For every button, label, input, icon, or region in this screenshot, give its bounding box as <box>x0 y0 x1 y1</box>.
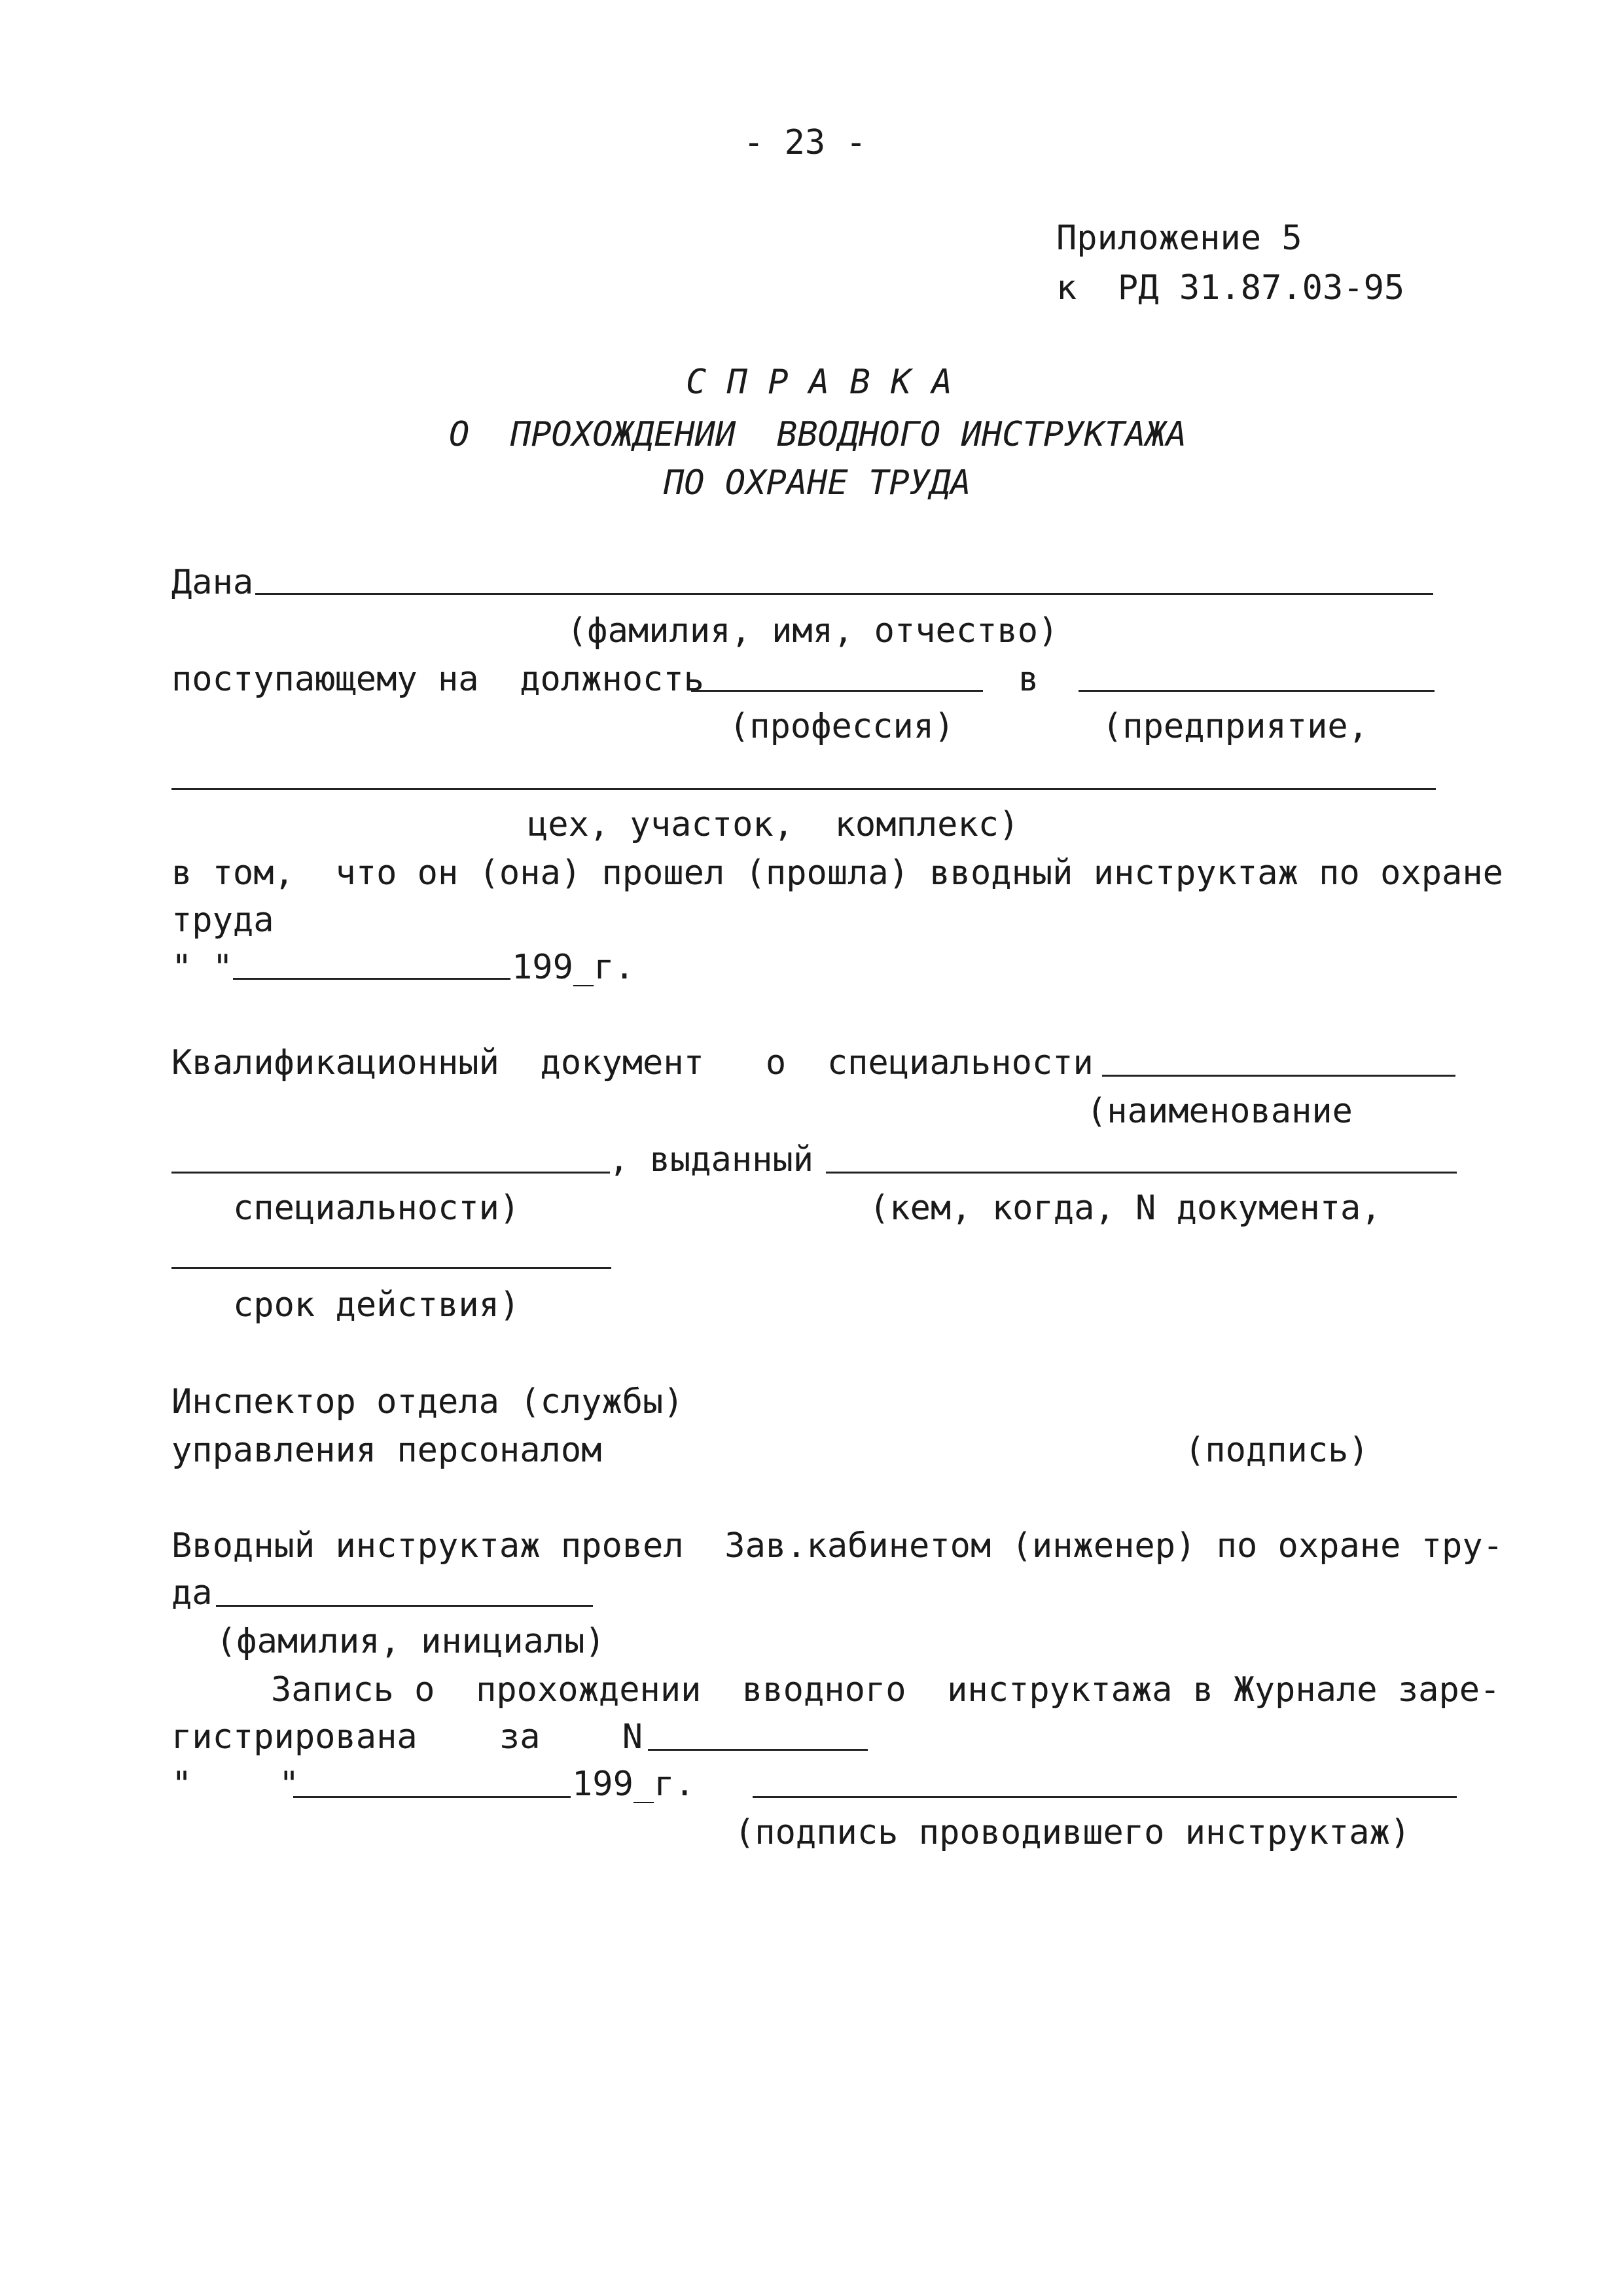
issuer-hint: (кем, когда, N документа, <box>869 1189 1382 1228</box>
date-field-line[interactable] <box>233 978 510 980</box>
instructor-name-field-line[interactable] <box>216 1605 593 1607</box>
instructor-name-hint: (фамилия, инициалы) <box>216 1622 605 1661</box>
record-line-2: гистрирована за N <box>171 1717 643 1757</box>
enterprise-hint: (предприятие, <box>1102 707 1368 746</box>
record-date-open-quote: " <box>171 1765 192 1804</box>
date-year: 199_г. <box>512 948 635 987</box>
issued-label: , выданный <box>609 1140 814 1179</box>
date-quotes: " " <box>171 948 233 987</box>
record-date-year: 199_г. <box>572 1765 695 1804</box>
document-subtitle-line-2: ПО ОХРАНЕ ТРУДА <box>664 463 971 503</box>
shop-hint: цех, участок, комплекс) <box>527 805 1020 844</box>
naming-hint: (наименование <box>1086 1092 1353 1131</box>
dana-label: Дана <box>171 563 254 602</box>
qualification-label: Квалификационный документ о специальности <box>171 1043 1094 1083</box>
issuer-field-line[interactable] <box>826 1172 1457 1174</box>
inspector-signature-hint: (подпись) <box>1185 1431 1369 1470</box>
v-label: в <box>1018 660 1039 699</box>
page-number: - 23 - <box>743 123 866 162</box>
specialty-field-line[interactable] <box>171 1172 610 1174</box>
statement-line-2: труда <box>171 901 274 940</box>
record-date-field-line[interactable] <box>293 1796 571 1798</box>
fio-hint: (фамилия, имя, отчество) <box>567 611 1059 651</box>
appendix-line-1: Приложение 5 <box>1056 219 1302 258</box>
position-label: поступающему на должность <box>171 660 704 699</box>
statement-line-1: в том, что он (она) прошел (прошла) вводный инструктаж по охране <box>171 853 1503 893</box>
journal-number-field-line[interactable] <box>648 1749 868 1751</box>
inspector-line-1: Инспектор отдела (службы) <box>171 1382 684 1422</box>
shop-field-line[interactable] <box>171 788 1436 790</box>
record-date-close-quote: " <box>279 1765 300 1804</box>
qualification-field-line[interactable] <box>1102 1075 1455 1077</box>
briefing-line-1: Вводный инструктаж провел Зав.кабинетом (инженер) по охране тру- <box>171 1526 1503 1566</box>
profession-field-line[interactable] <box>691 690 983 692</box>
instructor-signature-hint: (подпись проводившего инструктаж) <box>734 1813 1411 1852</box>
inspector-line-2: управления персоналом <box>171 1431 602 1470</box>
document-subtitle-line-1: О ПРОХОЖДЕНИИ ВВОДНОГО ИНСТРУКТАЖА <box>449 415 1187 454</box>
validity-hint: срок действия) <box>233 1285 520 1325</box>
record-line-1: Запись о прохождении вводного инструктажа в Журнале заре- <box>271 1670 1501 1710</box>
profession-hint: (профессия) <box>729 707 955 746</box>
specialty-hint: специальности) <box>233 1189 520 1228</box>
document-title: С П Р А В К А <box>686 363 952 402</box>
instructor-signature-field-line[interactable] <box>753 1796 1457 1798</box>
enterprise-field-line[interactable] <box>1079 690 1435 692</box>
appendix-line-2: к РД 31.87.03-95 <box>1056 268 1405 308</box>
validity-field-line[interactable] <box>171 1267 611 1269</box>
fio-field-line[interactable] <box>255 593 1433 595</box>
briefing-line-2-prefix: да <box>171 1573 213 1613</box>
